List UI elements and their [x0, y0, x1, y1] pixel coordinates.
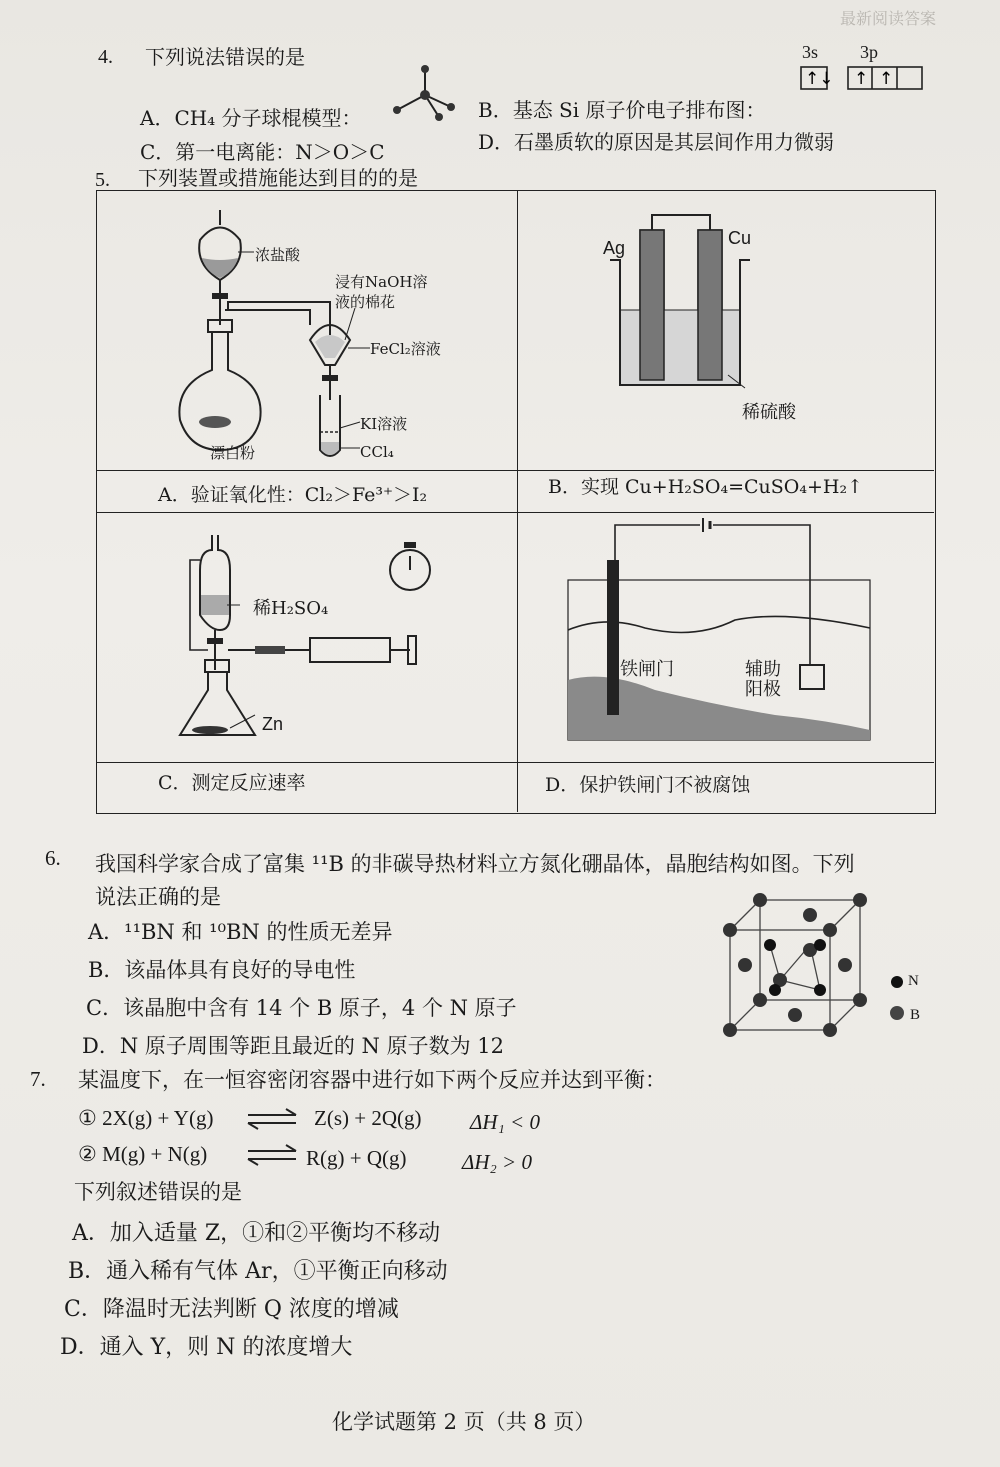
cell-legend-dots — [890, 975, 904, 1025]
equilibrium-arrow-icon — [246, 1144, 298, 1166]
table-divider-row3 — [96, 762, 934, 763]
table-divider-vertical — [517, 190, 518, 812]
orbital-label-3p: 3p — [860, 42, 878, 62]
bleed-through-text: 最新阅读答案 — [840, 9, 937, 28]
label-aux-anode-2: 阳极 — [745, 679, 781, 700]
label-aux-anode-1: 辅助 — [745, 659, 781, 680]
si-orbital-diagram — [800, 66, 925, 92]
q7-stem: 某温度下，在一恒容密闭容器中进行如下两个反应并达到平衡： — [78, 1068, 666, 1092]
q7-sub-stem: 下列叙述错误的是 — [74, 1180, 242, 1204]
label-dilute-h2so4: 稀硫酸 — [742, 402, 796, 423]
q7-eq2-dh: ΔH₂ > 0 — [462, 1150, 532, 1174]
q7-eq2-right: R(g) + Q(g) — [306, 1146, 407, 1170]
legend-b: B — [910, 1007, 921, 1023]
q4-option-c: C．第一电离能：N＞O＞C — [140, 140, 385, 164]
page-footer: 化学试题第 2 页（共 8 页） — [332, 1410, 596, 1434]
label-fecl2: FeCl₂溶液 — [370, 340, 441, 358]
q4-number: 4. — [98, 46, 113, 68]
label-conc-hcl: 浓盐酸 — [255, 246, 301, 264]
svg-text:↑↓: ↑↓ — [805, 69, 834, 89]
label-naoh-cotton-2: 液的棉花 — [335, 293, 396, 311]
q6-option-b: B．该晶体具有良好的导电性 — [88, 958, 356, 982]
q6-number: 6. — [45, 846, 61, 870]
svg-text:↑: ↑ — [879, 69, 894, 89]
label-zn: Zn — [262, 714, 284, 734]
q7-eq1-left: ① 2X(g) + Y(g) — [78, 1106, 214, 1130]
q7-eq2-left: ② M(g) + N(g) — [78, 1142, 208, 1166]
table-divider-row2 — [96, 512, 934, 513]
label-dilute-h2so4-c: 稀H₂SO₄ — [253, 598, 329, 619]
q7-eq1-dh: ΔH₁ < 0 — [470, 1110, 540, 1134]
q7-option-d: D．通入 Y，则 N 的浓度增大 — [60, 1335, 353, 1360]
panel-c-caption: C．测定反应速率 — [158, 772, 306, 794]
panel-d-caption: D．保护铁闸门不被腐蚀 — [545, 774, 751, 796]
q7-eq1-right: Z(s) + 2Q(g) — [314, 1106, 422, 1130]
q4-stem: 下列说法错误的是 — [145, 45, 305, 69]
label-ag: Ag — [603, 238, 626, 258]
label-ccl4: CCl₄ — [360, 443, 394, 461]
svg-text:↑: ↑ — [854, 69, 869, 89]
q6-option-c: C．该晶胞中含有 14 个 B 原子，4 个 N 原子 — [86, 996, 517, 1020]
panel-b-caption: B．实现 Cu+H₂SO₄=CuSO₄+H₂↑ — [548, 476, 864, 498]
q7-option-b: B．通入稀有气体 Ar，①平衡正向移动 — [68, 1259, 448, 1284]
q6-option-d: D．N 原子周围等距且最近的 N 原子数为 12 — [82, 1034, 505, 1058]
q7-number: 7. — [30, 1067, 46, 1091]
q7-option-a: A．加入适量 Z，①和②平衡均不移动 — [72, 1221, 441, 1246]
legend-n: N — [908, 973, 919, 989]
q6-stem-line2: 说法正确的是 — [95, 885, 221, 909]
orbital-label-3s: 3s — [802, 42, 819, 62]
ch4-ball-stick-model — [385, 65, 465, 125]
q5-number: 5. — [95, 169, 110, 191]
equilibrium-arrow-icon — [246, 1108, 298, 1130]
q6-stem-line1: 我国科学家合成了富集 ¹¹B 的非碳导热材料立方氮化硼晶体，晶胞结构如图。下列 — [95, 852, 855, 876]
label-bleaching-powder: 漂白粉 — [210, 444, 256, 462]
label-cu: Cu — [728, 228, 752, 248]
label-iron-gate: 铁闸门 — [620, 659, 674, 680]
label-naoh-cotton-1: 浸有NaOH溶 — [335, 273, 428, 291]
q4-option-d: D．石墨质软的原因是其层间作用力微弱 — [478, 130, 835, 154]
panel-a-caption: A．验证氧化性：Cl₂＞Fe³⁺＞I₂ — [158, 484, 428, 506]
bn-unit-cell-diagram — [720, 890, 880, 1040]
q7-option-c: C．降温时无法判断 Q 浓度的增减 — [64, 1297, 399, 1322]
label-ki: KI溶液 — [360, 415, 408, 433]
panel-c-rate-apparatus — [170, 520, 430, 750]
table-divider-row1 — [96, 470, 934, 471]
q4-option-a: A．CH₄ 分子球棍模型： — [140, 106, 362, 130]
q4-option-b: B．基态 Si 原子价电子排布图： — [478, 98, 766, 122]
q6-option-a: A．¹¹BN 和 ¹⁰BN 的性质无差异 — [88, 920, 393, 944]
panel-d-cathodic-protection — [565, 520, 875, 750]
q5-stem: 下列装置或措施能达到目的的是 — [138, 166, 418, 190]
